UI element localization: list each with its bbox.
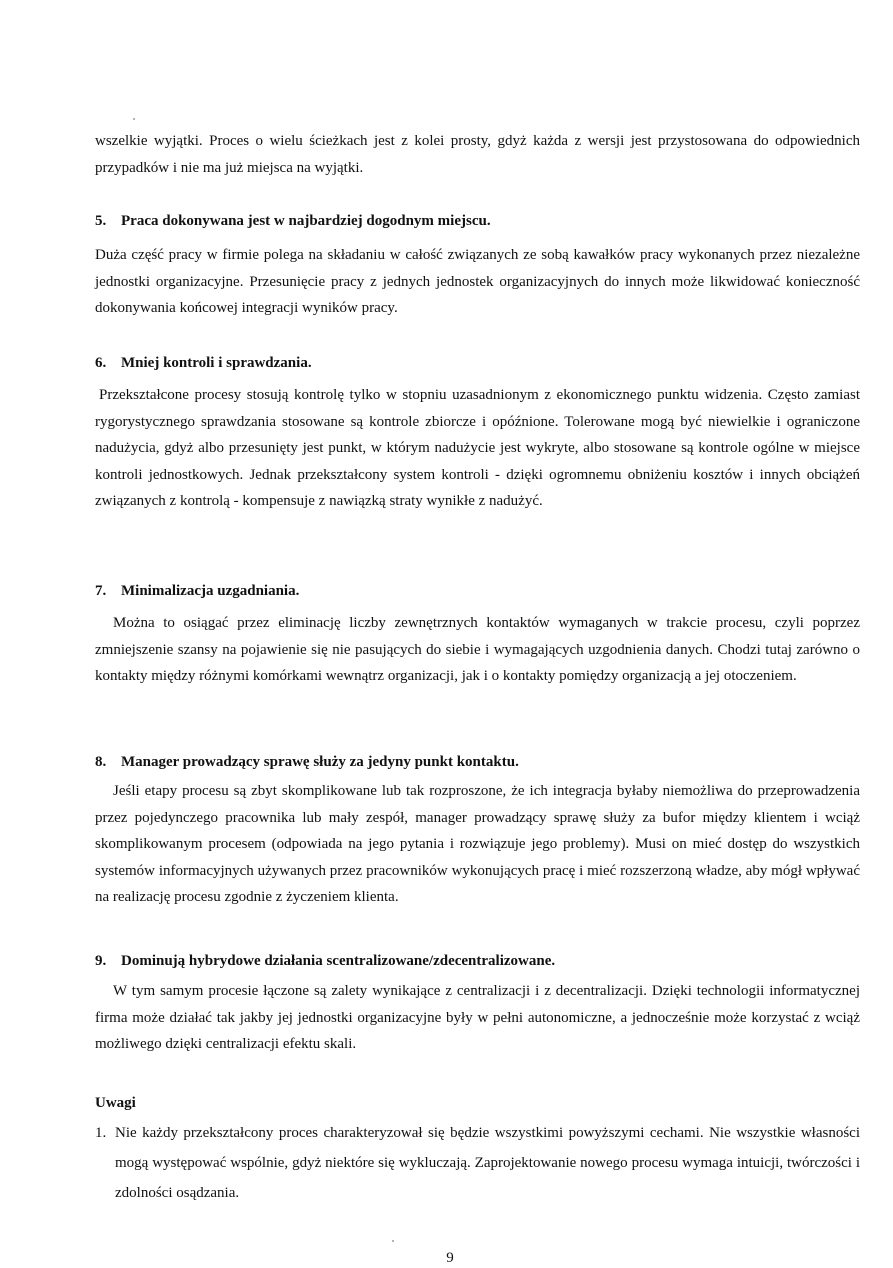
paragraph-text: Jeśli etapy procesu są zbyt skomplikowane lub tak rozproszone, że ich integracja byłaby niemożliwa do przeprowadzenia przez pojedynczego pracownika lub mały zespół, manager prowadzący sprawę służy za bufor między klientem i wciąż skomplikowanym procesem (odpowiada na jego pytania i rozwiązuje jego problemy). Musi on mieć dostęp do wszystkich systemów informacyjnych używanych przez pracowników wykonujących pracę i mieć rozszerzoną władze, aby mógł wpływać na realizację procesu zgodnie z życzeniem klienta. bbox=[95, 783, 860, 905]
section-title: Manager prowadzący sprawę służy za jedyny punkt kontaktu. bbox=[121, 754, 519, 770]
section-8-body bbox=[95, 778, 860, 911]
section-title: Mniej kontroli i sprawdzania. bbox=[121, 355, 312, 371]
scan-speck bbox=[133, 118, 135, 120]
paragraph-text: Można to osiągać przez eliminację liczby zewnętrznych kontaktów wymaganych w trakcie procesu, czyli poprzez zmniejszenie szansy na pojawienie się nie pasujących do siebie i wymagających uzgodnienia danych. Chodzi tutaj zarówno o kontakty między różnymi komórkami wewnątrz organizacji, jak i o kontakty pomiędzy organizacją a jej otoczeniem. bbox=[95, 615, 860, 684]
section-6-heading bbox=[95, 352, 860, 374]
section-6-body bbox=[95, 382, 860, 515]
paragraph-text: Przekształcone procesy stosują kontrolę tylko w stopniu uzasadnionym z ekonomicznego punktu widzenia. Często zamiast rygorystycznego sprawdzania stosowane są kontrole zbiorcze i opóźnione. Tolerowane mogą być niewielkie i ograniczone nadużycia, gdyż albo przesunięty jest punkt, w którym nadużycie jest wykryte, albo stosowane są kontrole ogólne w miejsce kontroli jednostkowych. Jednak przekształcony system kontroli - dzięki ogromnemu obniżeniu kosztów i innych obciążeń związanych z kontrolą - kompensuje z nawiązką straty wynikłe z nadużyć. bbox=[95, 387, 860, 509]
notes-heading bbox=[95, 1092, 860, 1114]
section-title: Praca dokonywana jest w najbardziej dogodnym miejscu. bbox=[121, 213, 491, 229]
section-7-body bbox=[95, 610, 860, 690]
page-number: 9 bbox=[446, 1250, 454, 1266]
section-9-body bbox=[95, 978, 860, 1058]
note-text: Nie każdy przekształcony proces charakteryzował się będzie wszystkimi powyższymi cechami. Nie wszystkie własności mogą występować wspólnie, gdyż niektóre się wykluczają. Zaprojektowanie nowego procesu wymaga intuicji, twórczości i zdolności osądzania. bbox=[115, 1125, 860, 1201]
section-number: 9. bbox=[95, 953, 107, 969]
paragraph-text: Duża część pracy w firmie polega na składaniu w całość związanych ze sobą kawałków pracy wykonanych przez niezależne jednostki organizacyjne. Przesunięcie pracy z jednych jednostek organizacyjnych do innych może likwidować konieczność dokonywania końcowej integracji wyników pracy. bbox=[95, 247, 860, 316]
paragraph-text: W tym samym procesie łączone są zalety wynikające z centralizacji i z decentralizacji. Dzięki technologii informatycznej firma może działać tak jakby jej jednostki organizacyjne były w pełni autonomiczne, a jednocześnie może korzystać z wciąż możliwego dzięki centralizacji efektu skali. bbox=[95, 983, 860, 1052]
section-5-body bbox=[95, 242, 860, 322]
section-title: Minimalizacja uzgadniania. bbox=[121, 583, 300, 599]
section-7-heading bbox=[95, 580, 860, 602]
section-number: 8. bbox=[95, 754, 107, 770]
section-number: 6. bbox=[95, 355, 107, 371]
section-9-heading bbox=[95, 950, 860, 972]
continuation-paragraph bbox=[95, 128, 860, 181]
section-number: 7. bbox=[95, 583, 107, 599]
section-5-heading bbox=[95, 210, 860, 232]
note-number: 1. bbox=[95, 1125, 107, 1141]
notes-title: Uwagi bbox=[95, 1095, 136, 1111]
paragraph-text: wszelkie wyjątki. Proces o wielu ścieżkach jest z kolei prosty, gdyż każda z wersji jest przystosowana do odpowiednich przypadków i nie ma już miejsca na wyjątki. bbox=[95, 133, 860, 176]
section-title: Dominują hybrydowe działania scentralizowane/zdecentralizowane. bbox=[121, 953, 556, 969]
section-number: 5. bbox=[95, 213, 107, 229]
section-8-heading bbox=[95, 751, 860, 773]
scan-speck bbox=[392, 1240, 394, 1242]
note-item-1 bbox=[95, 1118, 860, 1208]
